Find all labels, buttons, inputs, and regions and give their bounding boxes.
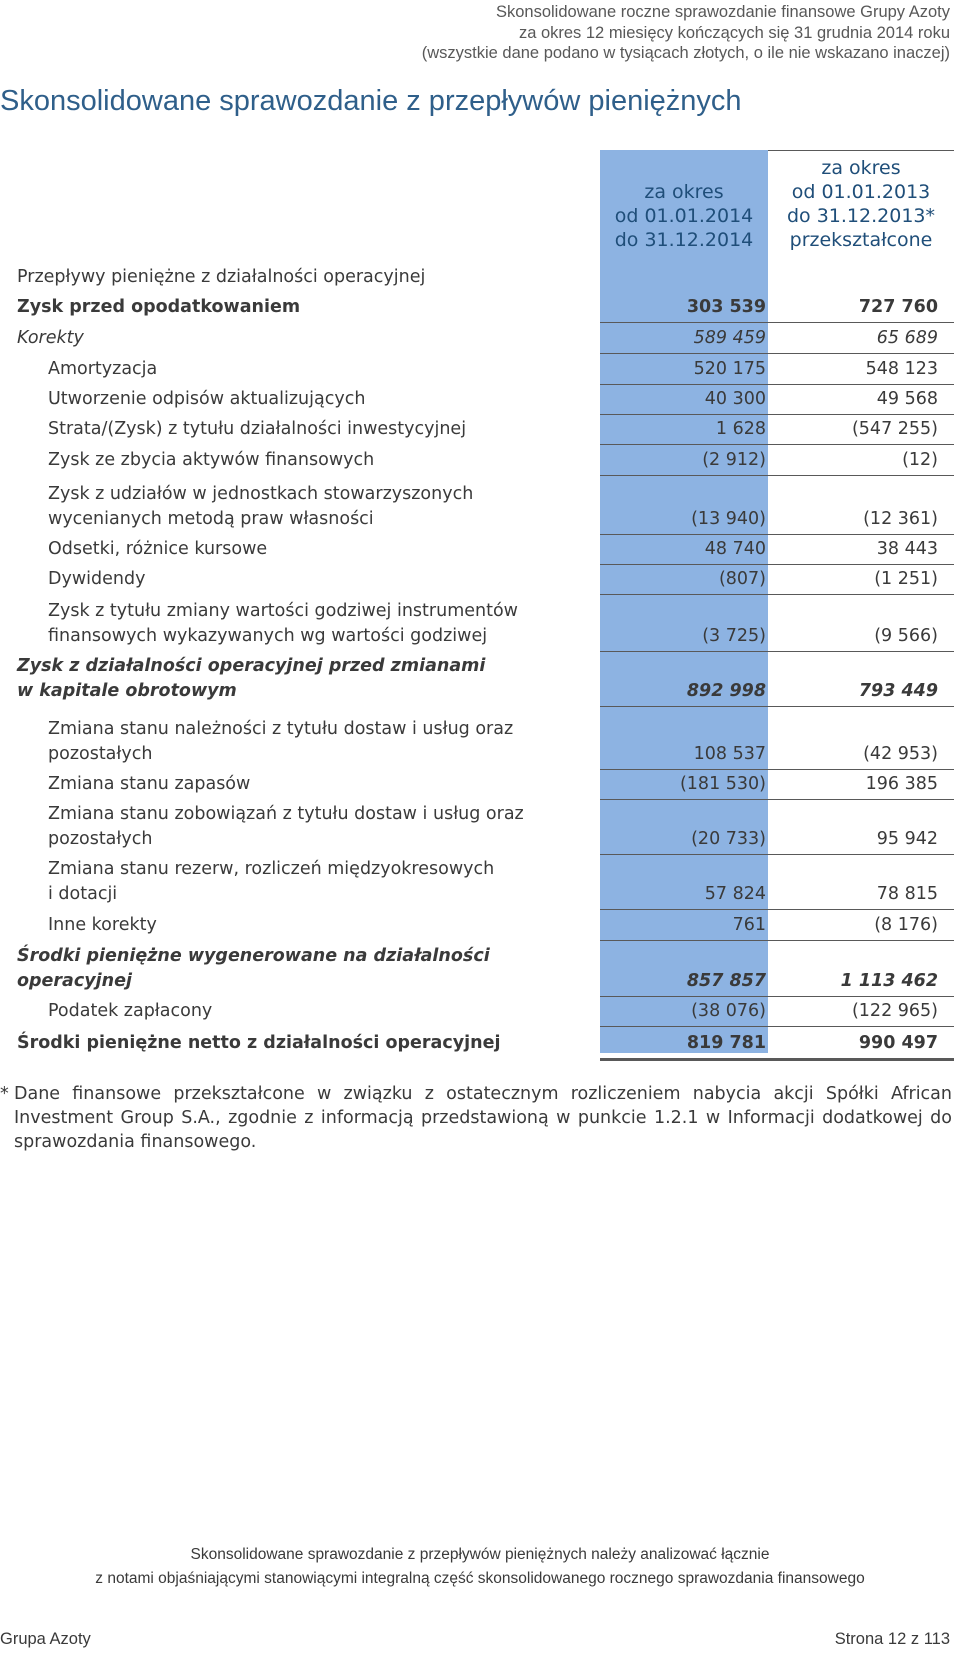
value-2013: 65 689	[876, 327, 938, 348]
row-label-line: Zysk z działalności operacyjnej przed zmianami	[17, 656, 486, 676]
value-2014: 892 998	[686, 680, 766, 701]
value-2014: 48 740	[704, 538, 766, 559]
value-2014: 108 537	[693, 743, 766, 764]
value-2013: 49 568	[876, 388, 938, 409]
value-2014: (38 076)	[691, 1000, 766, 1021]
value-2013: 38 443	[876, 538, 938, 559]
value-2013: 548 123	[865, 358, 938, 379]
row-label-line: finansowych wykazywanych wg wartości godziwej	[48, 625, 488, 646]
value-2013: (122 965)	[851, 1000, 938, 1021]
value-2013: (1 251)	[874, 568, 938, 589]
footnote-marker: *	[0, 1084, 9, 1104]
row-label-line: wycenianych metodą praw własności	[48, 508, 374, 529]
row-label-line: pozostałych	[48, 743, 153, 764]
header-line-1: Skonsolidowane roczne sprawozdanie finansowe Grupy Azoty	[495, 3, 950, 21]
row-label-line: Inne korekty	[48, 914, 157, 935]
column-header-line: do 31.12.2014	[614, 229, 754, 251]
column-header-line: od 01.01.2014	[614, 205, 754, 227]
row-label-line: w kapitale obrotowym	[17, 680, 237, 701]
footer-line-2: z notami objaśniającymi stanowiącymi integralną część skonsolidowanego rocznego sprawozdania finansowego	[95, 1570, 865, 1587]
value-2014: 857 857	[686, 970, 766, 991]
value-2014: (181 530)	[679, 773, 766, 794]
value-2014: 1 628	[715, 418, 766, 439]
row-label-line: pozostałych	[48, 828, 153, 849]
value-2014: 761	[732, 914, 766, 935]
row-label-line: Korekty	[17, 327, 84, 348]
value-2013: (8 176)	[874, 914, 938, 935]
value-2014: (807)	[718, 568, 766, 589]
value-2013: 196 385	[865, 773, 938, 794]
row-label-line: Środki pieniężne wygenerowane na działalności	[17, 946, 490, 966]
row-label	[17, 1031, 577, 1056]
page-title: Skonsolidowane sprawozdanie z przepływów pieniężnych	[0, 85, 742, 117]
value-2013: 1 113 462	[840, 970, 938, 991]
row-label-line: Amortyzacja	[48, 358, 158, 379]
row-label-line: Zmiana stanu rezerw, rozliczeń międzyokresowych	[48, 859, 495, 879]
column-header-line: za okres	[644, 181, 724, 203]
value-2014: 57 824	[704, 883, 766, 904]
footnote	[0, 1082, 952, 1154]
column-header-line: za okres	[821, 157, 901, 179]
row-label-line: Podatek zapłacony	[48, 1000, 213, 1021]
value-2013: (9 566)	[874, 625, 938, 646]
value-2014: 520 175	[693, 358, 766, 379]
row-label-line: operacyjnej	[17, 970, 132, 991]
row-label-line: Zmiana stanu należności z tytułu dostaw i usług oraz	[48, 719, 514, 739]
value-2014: (3 725)	[702, 625, 766, 646]
value-2014: 819 781	[686, 1032, 766, 1053]
company-name: Grupa Azoty	[0, 1630, 91, 1648]
value-2014: 303 539	[686, 296, 766, 317]
row-label-line: Strata/(Zysk) z tytułu działalności inwestycyjnej	[48, 418, 467, 439]
value-2013: 990 497	[858, 1032, 938, 1053]
value-2013: 793 449	[858, 680, 938, 701]
value-2014: 589 459	[693, 327, 766, 348]
header-line-2: za okres 12 miesięcy kończących się 31 grudnia 2014 roku	[518, 23, 950, 42]
footnote-text: Dane finansowe przekształcone w związku z ostatecznym rozliczeniem nabycia akcji Spółki African Investment Group S.A., zgodnie z informacją przedstawioną w punkcie 1.2.1 w Informacji dodatkowej do sprawozdania finansowego.	[14, 1084, 952, 1152]
value-2013: (12 361)	[863, 508, 938, 529]
value-2014: (2 912)	[702, 449, 766, 470]
column-header-line: do 31.12.2013*	[786, 205, 935, 227]
row-label-line: Zmiana stanu zobowiązań z tytułu dostaw i usług oraz	[48, 804, 524, 824]
row-label-line: Zmiana stanu zapasów	[48, 773, 251, 794]
value-2013: 78 815	[876, 883, 938, 904]
value-2014: 40 300	[704, 388, 766, 409]
header-line-3: (wszystkie dane podano w tysiącach złotych, o ile nie wskazano inaczej)	[421, 44, 950, 62]
page-number: Strona 12 z 113	[834, 1630, 950, 1648]
row-label-line: Środki pieniężne netto z działalności operacyjnej	[17, 1032, 501, 1053]
row-label-line: Zysk z udziałów w jednostkach stowarzyszonych	[48, 484, 474, 504]
value-2013: (547 255)	[851, 418, 938, 439]
value-2013: 727 760	[858, 296, 938, 317]
row-label-line: i dotacji	[48, 883, 118, 904]
row-rule	[600, 1058, 954, 1061]
row-label-line: Odsetki, różnice kursowe	[48, 538, 268, 559]
value-2013: (12)	[902, 449, 938, 470]
row-label-line: Zysk z tytułu zmiany wartości godziwej instrumentów	[48, 601, 518, 621]
column-header-line: od 01.01.2013	[791, 181, 931, 203]
value-2013: 95 942	[876, 828, 938, 849]
row-label-line: Zysk ze zbycia aktywów finansowych	[48, 449, 375, 470]
column-header-line: przekształcone	[789, 229, 933, 251]
value-2014: (20 733)	[691, 828, 766, 849]
row-label-line: Utworzenie odpisów aktualizujących	[48, 388, 366, 409]
row-label-line: Zysk przed opodatkowaniem	[17, 296, 301, 317]
footer-line-1: Skonsolidowane sprawozdanie z przepływów pieniężnych należy analizować łącznie	[190, 1546, 770, 1563]
value-2013: (42 953)	[863, 743, 938, 764]
value-2014: (13 940)	[691, 508, 766, 529]
row-label-line: Przepływy pieniężne z działalności operacyjnej	[17, 266, 426, 287]
row-label-line: Dywidendy	[48, 568, 146, 589]
